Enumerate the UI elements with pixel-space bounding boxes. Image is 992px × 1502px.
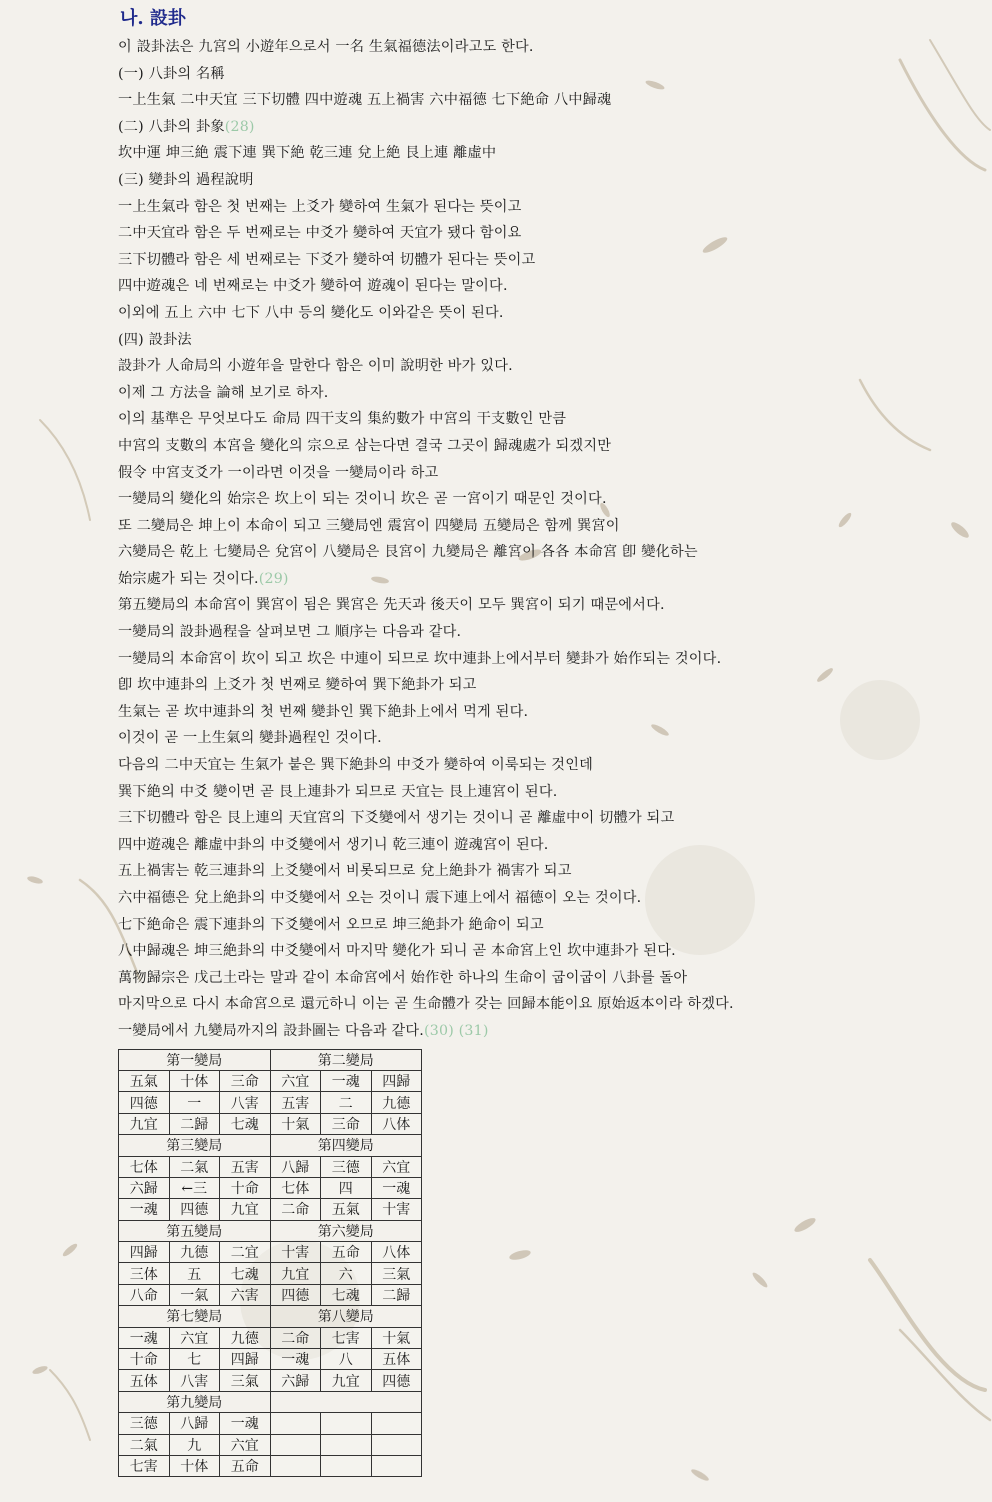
footnote-ref[interactable]: (30) (31) — [424, 1022, 489, 1039]
table-cell: 七体 — [119, 1156, 170, 1177]
table-cell — [371, 1413, 422, 1434]
text-line-content: 第五變局의 本命宮이 巽宮이 됨은 巽宮은 先天과 後天이 모두 巽宮이 되기 때문에서다. — [118, 597, 665, 614]
table-cell: 一氣 — [169, 1284, 220, 1305]
table-cell: 二歸 — [169, 1113, 220, 1134]
footnote-ref[interactable]: (29) — [258, 570, 289, 587]
table-cell: 六宜 — [371, 1156, 422, 1177]
text-line — [118, 406, 952, 433]
table-cell: 八命 — [119, 1284, 170, 1305]
table-cell: 四德 — [371, 1370, 422, 1391]
table-cell: 七害 — [321, 1327, 372, 1348]
table-cell: 五命 — [220, 1455, 271, 1476]
text-line-content: 一上生氣라 함은 첫 번째는 上爻가 變하여 生氣가 된다는 뜻이고 — [118, 198, 522, 215]
table-cell: 七魂 — [220, 1113, 271, 1134]
table-cell: 四德 — [119, 1092, 170, 1113]
text-line — [118, 619, 952, 646]
table-cell: 九德 — [220, 1327, 271, 1348]
text-line — [118, 247, 952, 274]
text-line-content: 八中歸魂은 坤三絶卦의 中爻變에서 마지막 變化가 되니 곧 本命宮上인 坎中連卦가 된다. — [118, 943, 676, 960]
table-cell: 一魂 — [119, 1327, 170, 1348]
text-line — [118, 672, 952, 699]
table-title-row — [119, 1135, 422, 1156]
table-cell — [371, 1434, 422, 1455]
text-line-content: (一) 八卦의 名稱 — [118, 65, 225, 82]
text-line — [118, 1018, 952, 1045]
table-row — [119, 1199, 422, 1220]
table-row — [119, 1327, 422, 1348]
table-cell: 三德 — [321, 1156, 372, 1177]
text-line-content: 마지막으로 다시 本命宮으로 還元하니 이는 곧 生命體가 갖는 回歸本能이요 原始返本이라 하겠다. — [118, 996, 734, 1013]
text-line — [118, 140, 952, 167]
table-cell: 六宜 — [270, 1070, 321, 1091]
table-cell: 十氣 — [371, 1327, 422, 1348]
text-line — [118, 353, 952, 380]
table-block-title: 第五變局 — [119, 1220, 271, 1241]
text-line — [118, 832, 952, 859]
text-line — [118, 965, 952, 992]
table-cell: 十体 — [169, 1070, 220, 1091]
table-row — [119, 1092, 422, 1113]
text-line — [118, 991, 952, 1018]
table-block-title: 第六變局 — [270, 1220, 422, 1241]
text-line — [118, 486, 952, 513]
table-row — [119, 1177, 422, 1198]
table-cell: 六宜 — [220, 1434, 271, 1455]
table-cell — [321, 1455, 372, 1476]
table-cell: 三体 — [119, 1263, 170, 1284]
table-title-row — [119, 1306, 422, 1327]
text-line-content: 六變局은 乾上 七變局은 兌宮이 八變局은 艮宮이 九變局은 離宮이 各各 本命宮 卽 變化하는 — [118, 544, 698, 561]
table-cell: 二命 — [270, 1327, 321, 1348]
text-line — [118, 61, 952, 88]
text-line — [118, 912, 952, 939]
table-block-title: 第七變局 — [119, 1306, 271, 1327]
text-line — [118, 566, 952, 593]
text-line-content: 이 設卦法은 九宮의 小遊年으로서 一名 生氣福德法이라고도 한다. — [118, 39, 534, 55]
text-line — [118, 513, 952, 540]
table-cell: 三命 — [321, 1113, 372, 1134]
table-cell: 四 — [321, 1177, 372, 1198]
text-line-content: 이것이 곧 一上生氣의 變卦過程인 것이다. — [118, 730, 382, 747]
text-line — [118, 87, 952, 114]
table-cell: 六歸 — [270, 1370, 321, 1391]
text-line-content: 다음의 二中天宜는 生氣가 붙은 巽下絶卦의 中爻가 變하여 이룩되는 것인데 — [118, 757, 594, 774]
table-cell: 十命 — [119, 1349, 170, 1370]
text-line-content: 六中福德은 兌上絶卦의 中爻變에서 오는 것이니 震下連上에서 福德이 오는 것이다. — [118, 890, 642, 906]
text-line-content: 三下切體라 함은 艮上連의 天宜宮의 下爻變에서 생기는 것이니 곧 離虛中이 切體가 되고 — [118, 810, 675, 827]
table-cell: 五体 — [371, 1349, 422, 1370]
text-line — [118, 273, 952, 300]
table-cell: 二宜 — [220, 1242, 271, 1263]
table-title-row — [119, 1049, 422, 1070]
table-cell: 一魂 — [371, 1177, 422, 1198]
text-line — [118, 938, 952, 965]
text-line — [118, 805, 952, 832]
seolgwae-table — [118, 1049, 422, 1478]
text-line — [118, 752, 952, 779]
table-cell: 十害 — [371, 1199, 422, 1220]
text-line — [118, 460, 952, 487]
table-row — [119, 1413, 422, 1434]
text-line — [118, 885, 952, 912]
text-line — [118, 725, 952, 752]
text-line — [118, 699, 952, 726]
table-cell: 七体 — [270, 1177, 321, 1198]
text-line — [118, 858, 952, 885]
table-title-row — [119, 1220, 422, 1241]
text-line-content: 巽下絶의 中爻 變이면 곧 艮上連卦가 되므로 天宜는 艮上連宮이 된다. — [118, 783, 558, 800]
table-cell: 二歸 — [371, 1284, 422, 1305]
table-block-title: 第一變局 — [119, 1049, 271, 1070]
table-cell: 八 — [321, 1349, 372, 1370]
table-row — [119, 1434, 422, 1455]
text-line-content: 萬物歸宗은 戊己土라는 말과 같이 本命宮에서 始作한 하나의 生命이 굽이굽이 八卦를 돌아 — [118, 969, 688, 986]
text-line-content: 一變局의 本命宮이 坎이 되고 坎은 中連이 되므로 坎中連卦上에서부터 變卦가 始作되는 것이다. — [118, 650, 722, 667]
table-cell: 六歸 — [119, 1177, 170, 1198]
text-line-content: 卽 坎中連卦의 上爻가 첫 번째로 變하여 巽下絶卦가 되고 — [118, 677, 477, 694]
table-cell: 十体 — [169, 1455, 220, 1476]
text-line — [118, 194, 952, 221]
table-cell: 七 — [169, 1349, 220, 1370]
table-cell: 六宜 — [169, 1327, 220, 1348]
text-line-content: 一變局의 設卦過程을 살펴보면 그 順序는 다음과 같다. — [118, 624, 462, 641]
table-cell: 九 — [169, 1434, 220, 1455]
table-cell: 一魂 — [270, 1349, 321, 1370]
table-cell: 二命 — [270, 1199, 321, 1220]
table-cell — [321, 1413, 372, 1434]
text-line-content: 二中天宜라 함은 두 번째로는 中爻가 變하여 天宜가 됐다 함이요 — [118, 225, 522, 242]
text-line-content: 一變局의 變化의 始宗은 坎上이 되는 것이니 坎은 곧 一宮이기 때문인 것이다. — [118, 491, 607, 508]
text-line-content: 五上禍害는 乾三連卦의 上爻變에서 비롯되므로 兌上絶卦가 禍害가 되고 — [118, 863, 572, 880]
text-line-content: 坎中運 坤三絶 震下連 巽下絶 乾三連 兌上絶 艮上連 離虛中 — [118, 145, 497, 162]
table-cell: 八歸 — [270, 1156, 321, 1177]
table-cell: 四歸 — [220, 1349, 271, 1370]
table-cell: 十命 — [220, 1177, 271, 1198]
table-cell: 十氣 — [270, 1113, 321, 1134]
table-cell: 八害 — [220, 1092, 271, 1113]
table-cell: 五命 — [321, 1242, 372, 1263]
table-cell — [270, 1455, 321, 1476]
text-line-content: 七下絶命은 震下連卦의 下爻變에서 오므로 坤三絶卦가 絶命이 되고 — [118, 916, 544, 933]
document-body — [118, 4, 952, 1477]
text-line — [118, 300, 952, 327]
text-line — [118, 380, 952, 407]
table-block-title: 第八變局 — [270, 1306, 422, 1327]
text-line-content: 生氣는 곧 坎中連卦의 첫 번째 變卦인 巽下絶卦上에서 먹게 된다. — [118, 703, 529, 720]
table-cell: 四歸 — [371, 1070, 422, 1091]
text-line-content: 始宗處가 되는 것이다. — [118, 570, 259, 587]
text-line — [118, 34, 952, 61]
table-cell: 七害 — [119, 1455, 170, 1476]
text-line-content: 四中遊魂은 離虛中卦의 中爻變에서 생기니 乾三連이 遊魂宮이 된다. — [118, 836, 549, 853]
table-cell: 四德 — [169, 1199, 220, 1220]
table-cell: 三德 — [119, 1413, 170, 1434]
table-cell: 十害 — [270, 1242, 321, 1263]
text-line-content: (四) 設卦法 — [118, 331, 192, 348]
table-block-title: 第二變局 — [270, 1049, 422, 1070]
table-cell — [321, 1434, 372, 1455]
table-block-title — [270, 1391, 422, 1412]
table-cell: 九宜 — [119, 1113, 170, 1134]
table-cell: 二氣 — [119, 1434, 170, 1455]
table-cell — [270, 1434, 321, 1455]
text-line-content: 이외에 五上 六中 七下 八中 등의 變化도 이와같은 뜻이 된다. — [118, 304, 504, 321]
table-cell: 一 — [169, 1092, 220, 1113]
table-cell: 九宜 — [220, 1199, 271, 1220]
table-cell: 三氣 — [220, 1370, 271, 1391]
table-cell: 五 — [169, 1263, 220, 1284]
table-cell: 九德 — [371, 1092, 422, 1113]
paragraph-block — [118, 34, 952, 1045]
table-cell: 八体 — [371, 1113, 422, 1134]
table-cell: 八歸 — [169, 1413, 220, 1434]
table-cell: 九德 — [169, 1242, 220, 1263]
table-cell: 一魂 — [119, 1199, 170, 1220]
text-line — [118, 646, 952, 673]
table-cell: 五害 — [270, 1092, 321, 1113]
table-cell: 八害 — [169, 1370, 220, 1391]
text-line-content: 四中遊魂은 네 번째로는 中爻가 變하여 遊魂이 된다는 말이다. — [118, 278, 508, 295]
table-row — [119, 1263, 422, 1284]
text-line — [118, 220, 952, 247]
table-row — [119, 1242, 422, 1263]
text-line — [118, 592, 952, 619]
text-line — [118, 779, 952, 806]
table-cell: 五氣 — [119, 1070, 170, 1091]
text-line — [118, 539, 952, 566]
text-line-content: 또 二變局은 坤上이 本命이 되고 三變局엔 震宮이 四變局 五變局은 함께 巽宮이 — [118, 517, 620, 534]
table-row — [119, 1070, 422, 1091]
table-block-title: 第九變局 — [119, 1391, 271, 1412]
table-cell: 七魂 — [220, 1263, 271, 1284]
table-cell — [270, 1413, 321, 1434]
table-cell: 一魂 — [321, 1070, 372, 1091]
table-row — [119, 1113, 422, 1134]
table-cell: 五害 — [220, 1156, 271, 1177]
text-line — [118, 433, 952, 460]
table-cell: 三氣 — [371, 1263, 422, 1284]
text-line-content: (三) 變卦의 過程說明 — [118, 171, 254, 188]
table-cell: 二氣 — [169, 1156, 220, 1177]
text-line-content: 中宮의 支數의 本宮을 變化의 宗으로 삼는다면 결국 그곳이 歸魂處가 되겠지만 — [118, 437, 612, 454]
text-line-content: 一上生氣 二中天宜 三下切體 四中遊魂 五上禍害 六中福德 七下絶命 八中歸魂 — [118, 92, 612, 109]
table-block-title: 第四變局 — [270, 1135, 422, 1156]
table-cell: 六 — [321, 1263, 372, 1284]
table-row — [119, 1284, 422, 1305]
table-cell — [371, 1455, 422, 1476]
table-cell: ←三 — [169, 1177, 220, 1198]
text-line-content: 設卦가 人命局의 小遊年을 말한다 함은 이미 說明한 바가 있다. — [118, 358, 513, 375]
table-cell: 四德 — [270, 1284, 321, 1305]
table-cell: 三命 — [220, 1070, 271, 1091]
table-row — [119, 1156, 422, 1177]
table-title-row — [119, 1391, 422, 1412]
text-line-content: (二) 八卦의 卦象 — [118, 118, 225, 135]
text-line-content: 이의 基準은 무엇보다도 命局 四干支의 集約數가 中宮의 干支數인 만큼 — [118, 411, 567, 428]
table-cell: 八体 — [371, 1242, 422, 1263]
table-block-title: 第三變局 — [119, 1135, 271, 1156]
table-cell: 二 — [321, 1092, 372, 1113]
footnote-ref[interactable]: (28) — [224, 118, 255, 135]
text-line — [118, 167, 952, 194]
text-line — [118, 327, 952, 354]
text-line-content: 이제 그 方法을 論해 보기로 하자. — [118, 384, 329, 401]
table-cell: 九宜 — [270, 1263, 321, 1284]
table-cell: 六害 — [220, 1284, 271, 1305]
text-line-content: 三下切體라 함은 세 번째로는 下爻가 變하여 切體가 된다는 뜻이고 — [118, 251, 536, 268]
table-row — [119, 1455, 422, 1476]
text-line — [118, 114, 952, 141]
table-cell: 五氣 — [321, 1199, 372, 1220]
table-row — [119, 1349, 422, 1370]
table-cell: 七魂 — [321, 1284, 372, 1305]
text-line-content: 一變局에서 九變局까지의 設卦圖는 다음과 같다. — [118, 1022, 424, 1039]
table-cell: 一魂 — [220, 1413, 271, 1434]
table-cell: 四歸 — [119, 1242, 170, 1263]
table-cell: 五体 — [119, 1370, 170, 1391]
table-cell: 九宜 — [321, 1370, 372, 1391]
table-row — [119, 1370, 422, 1391]
section-heading: 나. 設卦 — [120, 8, 186, 29]
text-line-content: 假令 中宮支爻가 一이라면 이것을 一變局이라 하고 — [118, 464, 439, 481]
